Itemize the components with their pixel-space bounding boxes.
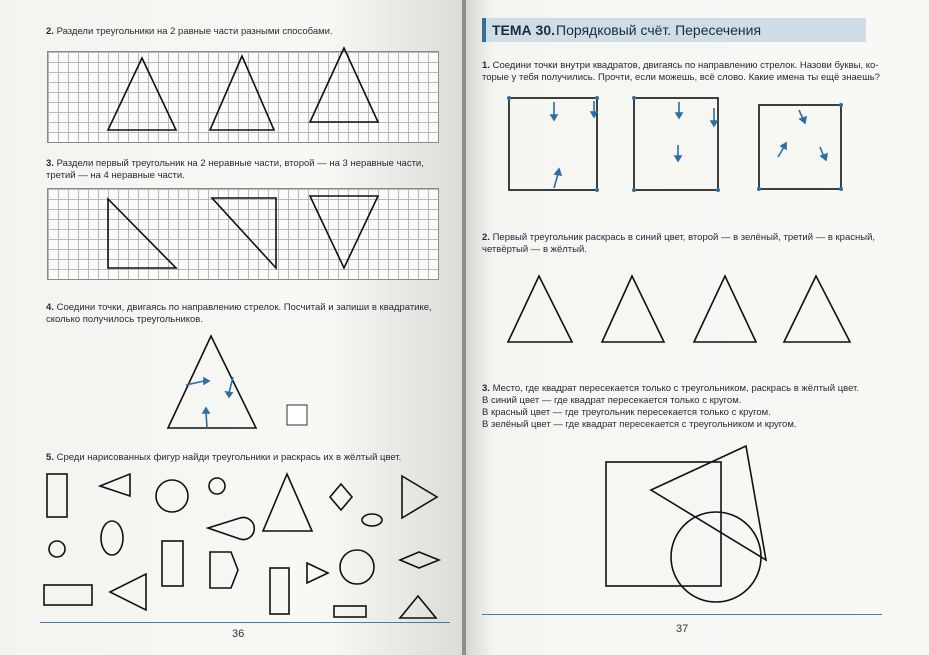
rectangle xyxy=(334,606,366,617)
task-4-line-2: сколько получилось треугольников. xyxy=(46,314,203,325)
task-3-right-line-4: В зелёный цвет — где квадрат пересекается с треугольником и кругом. xyxy=(482,419,797,430)
circle xyxy=(671,512,761,602)
triangle xyxy=(100,474,130,496)
square xyxy=(606,462,721,586)
circle xyxy=(156,480,188,512)
task-2-text: Раздели треугольники на 2 равные части разными способами. xyxy=(56,26,333,37)
triangle xyxy=(307,563,328,583)
task-4-number: 4. xyxy=(46,302,54,313)
task-1-line-1: Соедини точки внутри квадратов, двигаясь по направлению стрелок. Назови буквы, ко- xyxy=(492,60,879,71)
task-1-number: 1. xyxy=(482,60,490,71)
circle xyxy=(340,550,374,584)
task-1-line-2: торые у тебя получились. Прочти, если можешь, всё слово. Какие имена ты ещё знаешь? xyxy=(482,72,880,83)
drop-shape xyxy=(208,518,254,540)
triangle xyxy=(263,474,312,531)
triangle xyxy=(110,574,146,610)
task-3-right-line-1: Место, где квадрат пересекается только с треугольником, раскрась в жёлтый цвет. xyxy=(492,383,859,394)
page-number-right: 37 xyxy=(676,623,689,635)
pentagon xyxy=(210,552,238,588)
task-2-right-line-2: четвёртый — в жёлтый. xyxy=(482,244,587,255)
task-3-right-figure xyxy=(466,0,929,655)
rectangle xyxy=(47,474,67,517)
task-3-line-2: третий — на 4 неравные части. xyxy=(46,170,185,181)
task-3-right-line-2: В синий цвет — где квадрат пересекается только с кругом. xyxy=(482,395,742,406)
page-number-left: 36 xyxy=(232,628,245,640)
task-3-number: 3. xyxy=(46,158,54,169)
circle xyxy=(209,478,225,494)
rhombus xyxy=(330,484,352,510)
task-2-number: 2. xyxy=(46,26,54,37)
task-2-right-line-1: Первый треугольник раскрась в синий цвет, второй — в зелёный, третий — в красный, xyxy=(492,232,876,243)
circle xyxy=(49,541,65,557)
rhombus xyxy=(400,552,439,568)
rectangle xyxy=(44,585,92,605)
task-5-number: 5. xyxy=(46,452,54,463)
footer-rule xyxy=(40,622,450,623)
triangle xyxy=(400,596,436,618)
task-2-right-number: 2. xyxy=(482,232,490,243)
left-page xyxy=(0,0,462,655)
task-3-line-1: Раздели первый треугольник на 2 неравные части, второй — на 3 неравные части, xyxy=(56,158,424,169)
task-4-line-1: Соедини точки, двигаясь по направлению стрелок. Посчитай и запиши в квадратике, xyxy=(56,302,432,313)
topic-title: Порядковый счёт. Пересечения xyxy=(556,22,762,38)
oval xyxy=(362,514,382,526)
oval xyxy=(101,521,123,555)
rectangle xyxy=(270,568,289,614)
triangle xyxy=(402,476,437,518)
task-3-right-number: 3. xyxy=(482,383,490,394)
task-5-text: Среди нарисованных фигур найди треугольники и раскрась их в жёлтый цвет. xyxy=(56,452,402,463)
right-page xyxy=(466,0,929,655)
topic-label: ТЕМА 30. xyxy=(492,22,556,38)
task-5-shapes xyxy=(0,0,462,655)
triangle xyxy=(651,446,766,560)
task-3-right-line-3: В красный цвет — где треугольник пересекается только с кругом. xyxy=(482,407,771,418)
rectangle xyxy=(162,541,183,586)
footer-rule-right xyxy=(482,614,882,615)
